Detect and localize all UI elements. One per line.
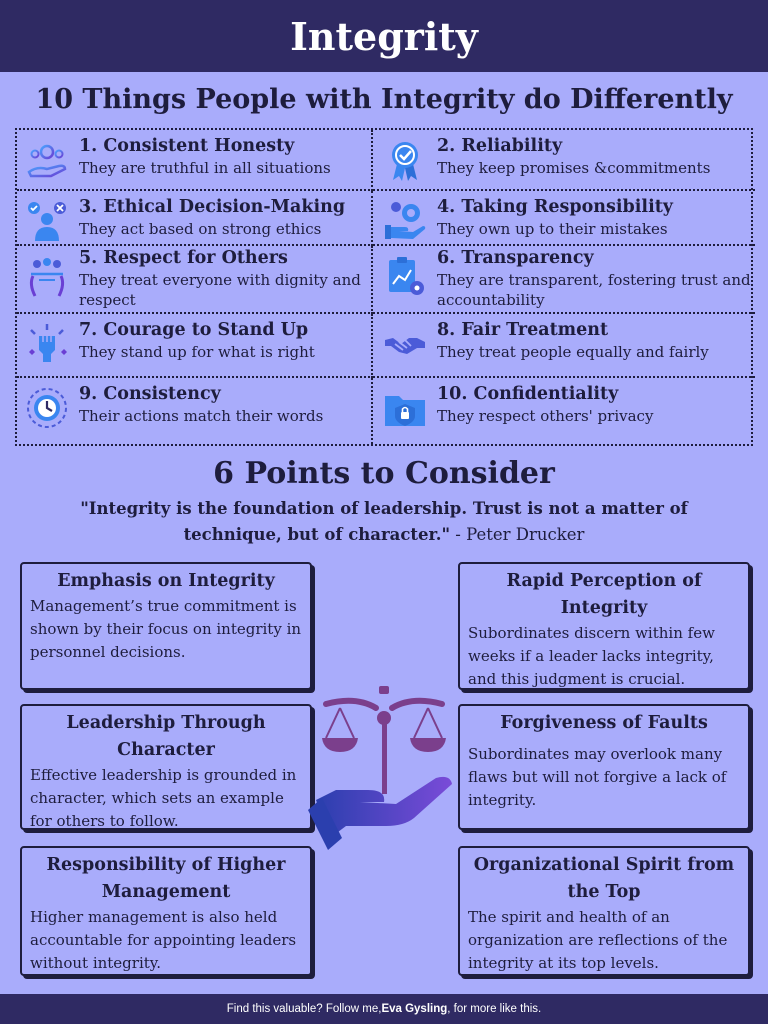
thing-item [17,130,373,191]
respect-group-icon [25,254,69,298]
thing-title: 6. Transparency [437,248,594,268]
handshake-icon [383,322,427,366]
thing-item [373,130,755,191]
point-box [458,704,750,830]
page-title: Integrity [290,13,478,59]
folder-lock-icon [383,386,427,430]
point-box [20,562,312,690]
thing-desc: They are truthful in all situations [79,159,331,177]
thing-item [373,246,755,314]
thing-item [17,378,373,444]
thing-title: 10. Confidentiality [437,384,619,404]
point-box [20,704,312,830]
award-ribbon-icon [383,138,427,182]
point-box [20,846,312,976]
point-title: Emphasis on Integrity [57,571,275,591]
thing-desc: They are transparent, fostering trust and accountability [437,271,751,309]
point-title: Organizational Spirit from the Top [473,855,735,902]
thing-title: 5. Respect for Others [79,248,288,268]
scale-hand-icon [306,678,462,856]
thing-desc: They treat everyone with dignity and respect [79,271,361,309]
point-title: Forgiveness of Faults [500,713,708,733]
clock-cycle-icon [25,386,69,430]
things-grid [15,128,753,446]
quote-text: "Integrity is the foundation of leadership. Trust is not a matter of technique, but of character." [80,499,688,544]
honesty-icon [25,138,69,182]
quote-author: - Peter Drucker [450,525,585,544]
thing-item [373,378,755,444]
point-desc: Management’s true commitment is shown by their focus on integrity in personnel decisions. [30,597,302,661]
thing-item [17,314,373,378]
thing-title: 3. Ethical Decision-Making [79,197,346,217]
thing-item [17,191,373,246]
point-desc: Higher management is also held accountable for appointing leaders without integrity. [30,908,297,972]
thing-desc: They respect others' privacy [437,407,654,425]
transparency-board-icon [383,254,427,298]
section2-title: 6 Points to Consider [213,456,555,491]
decision-person-icon [25,199,69,243]
thing-desc: They own up to their mistakes [437,220,668,238]
thing-item [17,246,373,314]
hand-gear-icon [383,199,427,243]
thing-item [373,191,755,246]
footer-banner [0,994,768,1024]
raised-fist-icon [25,322,69,366]
thing-desc: Their actions match their words [79,407,324,425]
thing-desc: They stand up for what is right [79,343,315,361]
point-box [458,846,750,976]
quote [30,496,738,548]
header-banner [0,0,768,72]
thing-desc: They keep promises &commitments [437,159,711,177]
footer-author-link[interactable]: Eva Gysling [381,1003,448,1015]
thing-title: 8. Fair Treatment [437,320,609,340]
footer-suffix: , for more like this. [447,1003,542,1015]
thing-title: 1. Consistent Honesty [79,136,295,156]
thing-desc: They act based on strong ethics [79,220,322,238]
thing-title: 4. Taking Responsibility [437,197,673,217]
point-desc: Subordinates discern within few weeks if a leader lacks integrity, and this judgment is crucial. [468,624,715,688]
point-title: Responsibility of Higher Management [46,855,286,902]
thing-title: 2. Reliability [437,136,563,156]
point-box [458,562,750,690]
thing-desc: They treat people equally and fairly [437,343,709,361]
section1-title: 10 Things People with Integrity do Differently [35,84,733,115]
point-desc: The spirit and health of an organization are reflections of the integrity at its top levels. [468,908,728,972]
point-title: Rapid Perception of Integrity [506,571,702,618]
thing-title: 9. Consistency [79,384,221,404]
point-desc: Subordinates may overlook many flaws but will not forgive a lack of integrity. [468,745,727,809]
thing-item [373,314,755,378]
thing-title: 7. Courage to Stand Up [79,320,309,340]
footer-prefix: Find this valuable? Follow me, [226,1003,382,1015]
point-title: Leadership Through Character [66,713,266,760]
point-desc: Effective leadership is grounded in character, which sets an example for others to follow. [30,766,297,830]
